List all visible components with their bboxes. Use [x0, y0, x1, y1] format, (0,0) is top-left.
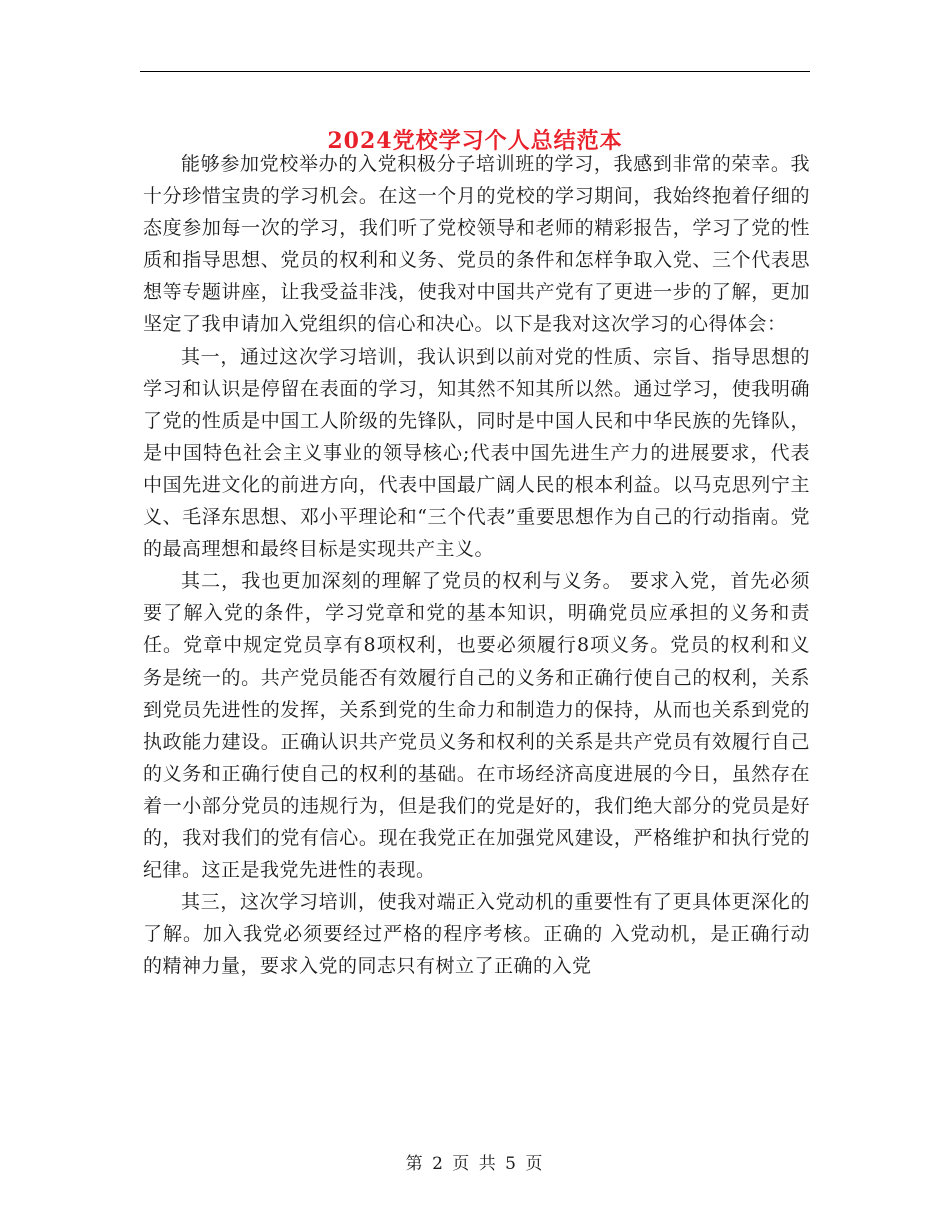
document-title: 2024党校学习个人总结范本 — [327, 127, 623, 154]
paragraph-first-point: 其一，通过这次学习培训，我认识到以前对党的性质、宗旨、指导思想的学习和认识是停留在表面的学习，知其然不知其所以然。通过学习，使我明确了党的性质是中国工人阶级的先锋队，同时是中国人民和中华民族的先锋队，是中国特色社会主义事业的领导核心;代表中国先进生产力的进展要求，代表中国先进文化的前进方向，代表中国最广阔人民的根本利益。以马克思列宁主义、毛泽东思想、邓小平理论和“三个代表”重要思想作为自己的行动指南。党的最高理想和最终目标是实现共产主义。 — [143, 345, 810, 561]
header-rule — [140, 71, 810, 72]
page-number-footer: 第 2 页 共 5 页 — [405, 1154, 545, 1174]
paragraph-intro: 能够参加党校举办的入党积极分子培训班的学习，我感到非常的荣幸。我十分珍惜宝贵的学习机会。在这一个月的党校的学习期间，我始终抱着仔细的态度参加每一次的学习，我们听了党校领导和老师的精彩报告，学习了党的性质和指导思想、党员的权利和义务、党员的条件和怎样争取入党、三个代表思想等专题讲座，让我受益非浅，使我对中国共产党有了更进一步的了解，更加坚定了我申请加入党组织的信心和决心。以下是我对这次学习的心得体会： — [143, 153, 810, 336]
paragraph-third-point: 其三，这次学习培训，使我对端正入党动机的重要性有了更具体更深化的了解。加入我党必须要经过严格的程序考核。正确的 入党动机，是正确行动的精神力量，要求入党的同志只有树立了正确的入党 — [143, 891, 810, 978]
paragraph-second-point: 其二，我也更加深刻的理解了党员的权利与义务。 要求入党，首先必须要了解入党的条件，学习党章和党的基本知识，明确党员应承担的义务和责任。党章中规定党员享有8项权利，也要必须履行8项义务。党员的权利和义务是统一的。共产党员能否有效履行自己的义务和正确行使自己的权利，关系到党员先进性的发挥，关系到党的生命力和制造力的保持，从而也关系到党的执政能力建设。正确认识共产党员义务和权利的关系是共产党员有效履行自己的义务和正确行使自己的权利的基础。在市场经济高度进展的今日，虽然存在着一小部分党员的违规行为，但是我们的党是好的，我们绝大部分的党员是好的，我对我们的党有信心。现在我党正在加强党风建设，严格维护和执行党的纪律。这正是我党先进性的表现。 — [143, 570, 810, 882]
document-body — [143, 148, 810, 982]
